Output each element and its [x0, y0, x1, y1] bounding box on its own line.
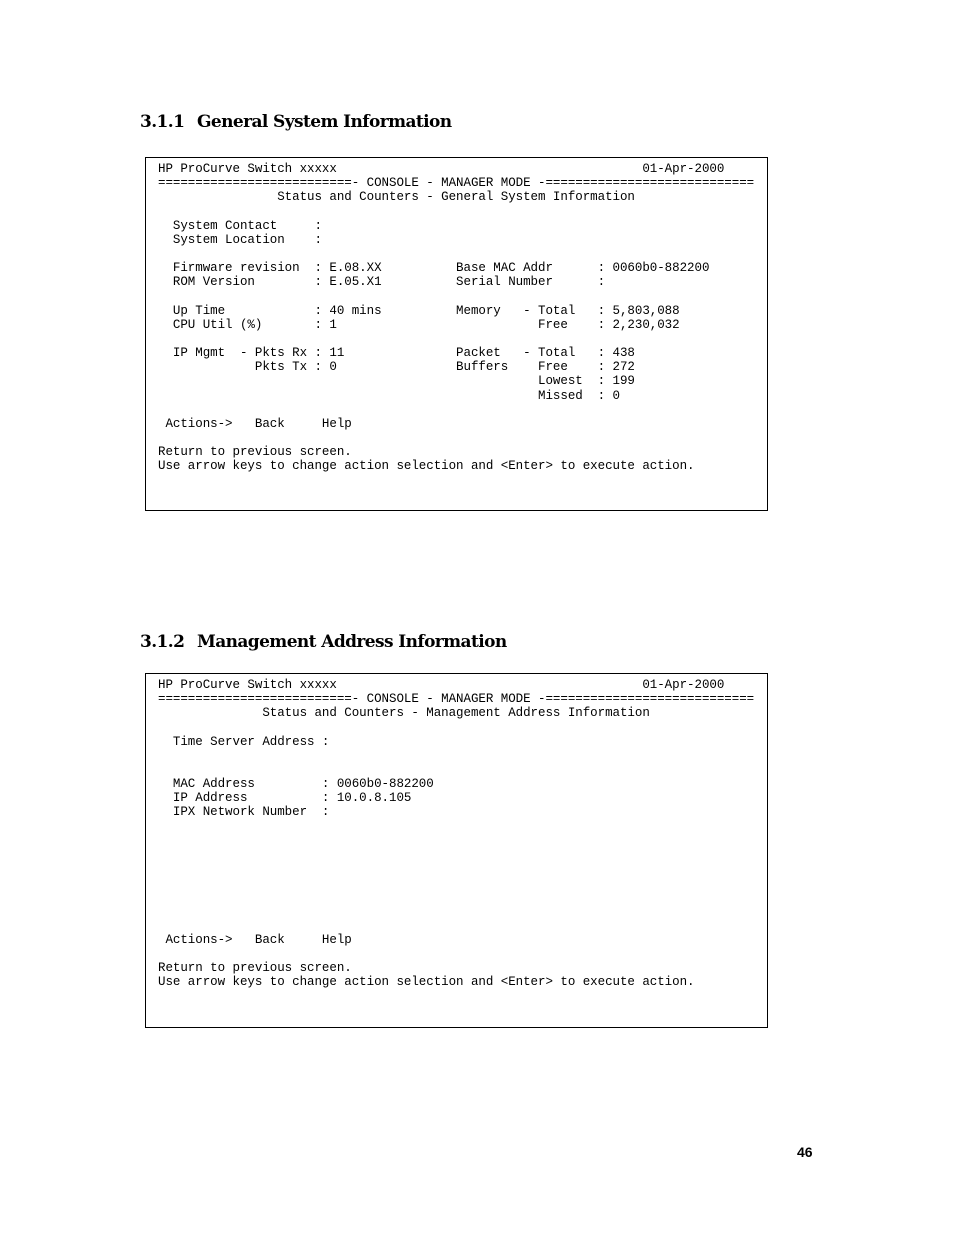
page-number: 46 — [797, 1144, 813, 1160]
console-screen-management-address — [145, 673, 768, 1028]
console-text: HP ProCurve Switch xxxxx 01-Apr-2000 ==========================- CONSOLE - MANAGER MODE -============================ Status and Counters - Management Address Information Time Server Address : MAC Address : 0060b0-882200 IP Address : 10.0.8.105 IPX Network Number : Actions-> Back Help Return to previous screen. Use arrow keys to change action selection and <Enter> to execute action. — [158, 678, 755, 990]
section-number: 3.1.1 — [140, 112, 185, 132]
section-heading-general-system — [140, 112, 452, 132]
section-number: 3.1.2 — [140, 632, 185, 652]
console-screen-general-system — [145, 157, 768, 511]
console-text: HP ProCurve Switch xxxxx 01-Apr-2000 ==========================- CONSOLE - MANAGER MODE -============================ Status and Counters - General System Information System Contact : System Location : Firmware revision : E.08.XX Base MAC Addr : 0060b0-882200 ROM Version : E.05.X1 Serial Number : Up Time : 40 mins Memory - Total : 5,803,088 CPU Util (%) : 1 Free : 2,230,032 IP Mgmt - Pkts Rx : 11 Packet - Total : 438 Pkts Tx : 0 Buffers Free : 272 Lowest : 199 Missed : 0 Actions-> Back Help Return to previous screen. Use arrow keys to change action selection and <Enter> to execute action. — [158, 162, 755, 474]
section-heading-management-address — [140, 632, 507, 652]
section-title: Management Address Information — [197, 632, 507, 652]
section-title: General System Information — [197, 112, 452, 132]
